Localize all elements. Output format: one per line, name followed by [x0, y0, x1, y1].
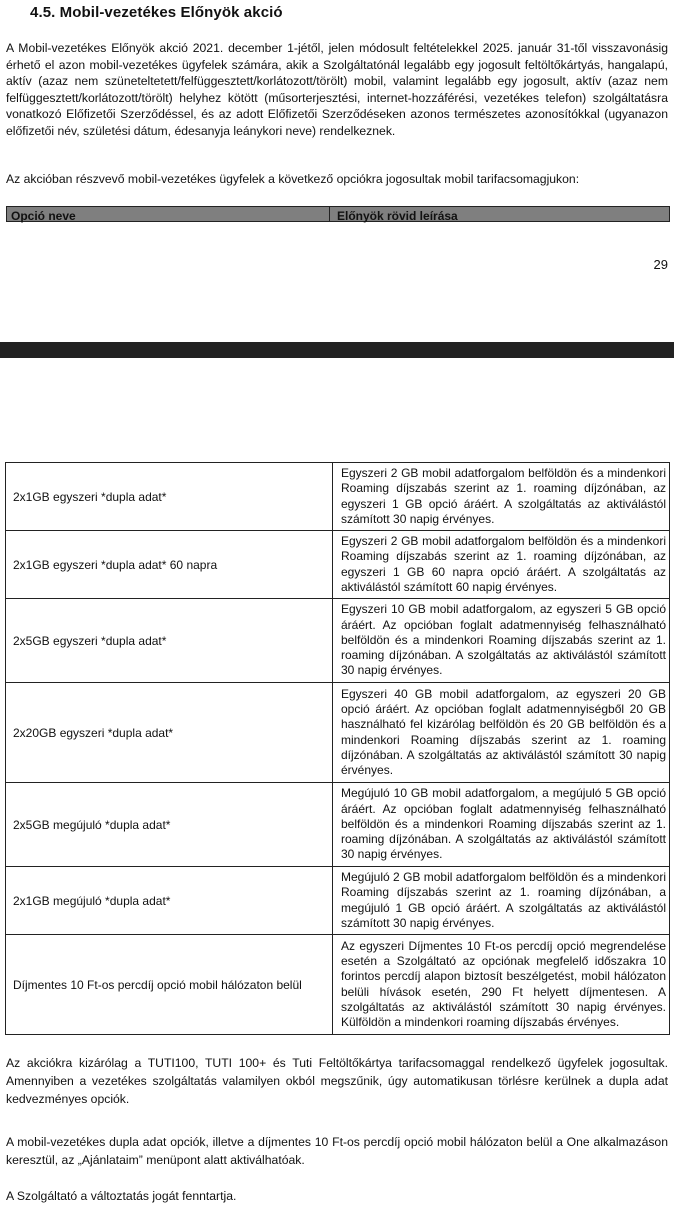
- option-name: 2x5GB egyszeri *dupla adat*: [6, 599, 333, 683]
- option-description: Egyszeri 2 GB mobil adatforgalom belföldön és a mindenkori Roaming díjszabás szerint az 1. roaming díjzónában, az egyszeri 1 GB 60 napra opció áráért. A szolgáltatás az aktiválástól számított 60 napig érvényes.: [333, 531, 670, 599]
- options-table-header: [6, 206, 670, 222]
- column-header-option-name: Opció neve: [7, 207, 330, 221]
- activation-paragraph: A mobil-vezetékes dupla adat opciók, illetve a díjmentes 10 Ft-os percdíj opció mobil hálózaton belül a One alkalmazáson keresztül, az „Ajánlataim” menüpont alatt aktiválhatóak.: [6, 1135, 668, 1167]
- option-description: Megújuló 2 GB mobil adatforgalom belföldön és a mindenkori Roaming díjszabás szerint az 1. roaming díjzónában, a megújuló 1 GB opció áráért. A szolgáltatás az aktiválástól számított 30 napig érvényes.: [333, 867, 670, 935]
- table-row: [6, 867, 670, 935]
- table-row: [6, 683, 670, 783]
- table-row: [6, 599, 670, 683]
- table-row: [6, 531, 670, 599]
- eligible-paragraph: Az akcióban részvevő mobil-vezetékes ügyfelek a következő opciókra jogosultak mobil tarifacsomagjukon:: [6, 172, 580, 186]
- option-name: 2x1GB egyszeri *dupla adat* 60 napra: [6, 531, 333, 599]
- intro-paragraph: A Mobil-vezetékes Előnyök akció 2021. december 1-jétől, jelen módosult feltételekkel 2025. január 31-től visszavonásig érhető el azon mobil-vezetékes ügyfelek számára, akik a Szolgáltatónál legalább egy jogosult feltöltőkártyás, hangalapú, aktív (azaz nem szüneteltetett/felfüggesztett/korlátozott/törölt) mobil, valamint legalább egy jogosult, aktív (azaz nem felfüggesztett/korlátozott/törölt) helyhez kötött (műsorterjesztési, internet-hozzáférési, vezetékes telefon) szolgáltatásra vonatkozó Előfizetői Szerződéssel, és az adott Előfizetői Szerződéseken azonos természetes azonosítókkal (ugyanazon előfizetői név, születési dátum, édesanyja leánykori neve) rendelkeznek.: [6, 41, 668, 138]
- section-heading: 4.5. Mobil-vezetékes Előnyök akció: [30, 4, 283, 21]
- option-description: Egyszeri 40 GB mobil adatforgalom, az egyszeri 20 GB opció áráért. Az opcióban foglalt adatmennyiségből 20 GB használható fel kizárólag belföldön és 20 GB belföldön és a mindenkori Roaming díjszabás szerint az 1. roaming díjzónában. A szolgáltatás az aktiválástól számított 30 napig érvényes.: [333, 683, 670, 783]
- table-row: [6, 463, 670, 531]
- table-row: [6, 783, 670, 867]
- page-break-divider: [0, 342, 674, 358]
- rights-paragraph: A Szolgáltató a változtatás jogát fenntartja.: [6, 1189, 237, 1203]
- option-description: Egyszeri 2 GB mobil adatforgalom belföldön és a mindenkori Roaming díjszabás szerint az 1. roaming díjzónában, az egyszeri 1 GB opció áráért. A szolgáltatás az aktiválástól számított 30 napig érvényes.: [333, 463, 670, 531]
- column-header-benefits: Előnyök rövid leírása: [337, 209, 458, 223]
- option-description: Egyszeri 10 GB mobil adatforgalom, az egyszeri 5 GB opció áráért. Az opcióban foglalt adatmennyiség felhasználható belföldön és a mindenkori Roaming díjszabás szerint az 1. roaming díjzónában. A szolgáltatás az aktiválástól számított 30 napig érvényes.: [333, 599, 670, 683]
- option-description: Megújuló 10 GB mobil adatforgalom, a megújuló 5 GB opció áráért. Az opcióban foglalt adatmennyiség felhasználható belföldön és a mindenkori Roaming díjszabás szerint az 1. roaming díjzónában. A szolgáltatás az aktiválástól számított 30 napig érvényes.: [333, 783, 670, 867]
- option-name: 2x5GB megújuló *dupla adat*: [6, 783, 333, 867]
- page-number: 29: [653, 257, 668, 272]
- option-name: Díjmentes 10 Ft-os percdíj opció mobil hálózaton belül: [6, 935, 333, 1035]
- table-row: [6, 935, 670, 1035]
- option-name: 2x1GB egyszeri *dupla adat*: [6, 463, 333, 531]
- options-table: [5, 462, 670, 1035]
- option-name: 2x1GB megújuló *dupla adat*: [6, 867, 333, 935]
- option-name: 2x20GB egyszeri *dupla adat*: [6, 683, 333, 783]
- tariff-note-paragraph: Az akciókra kizárólag a TUTI100, TUTI 100+ és Tuti Feltöltőkártya tarifacsomaggal rendelkező ügyfelek jogosultak. Amennyiben a vezetékes szolgáltatás valamilyen okból megszűnik, úgy automatikusan törlésre kerülnek a dupla adat kedvezményes opciók.: [6, 1056, 668, 1106]
- option-description: Az egyszeri Díjmentes 10 Ft-os percdíj opció megrendelése esetén a Szolgáltató az opciónak megfelelő időszakra 10 forintos percdíj alapon biztosít beszélgetést, mobil hálózaton belüli hívások esetén, 290 Ft helyett díjmentesen. A szolgáltatás az aktiválástól számított 30 napig érvényes. Külföldön a mindenkori roaming díjszabás érvényes.: [333, 935, 670, 1035]
